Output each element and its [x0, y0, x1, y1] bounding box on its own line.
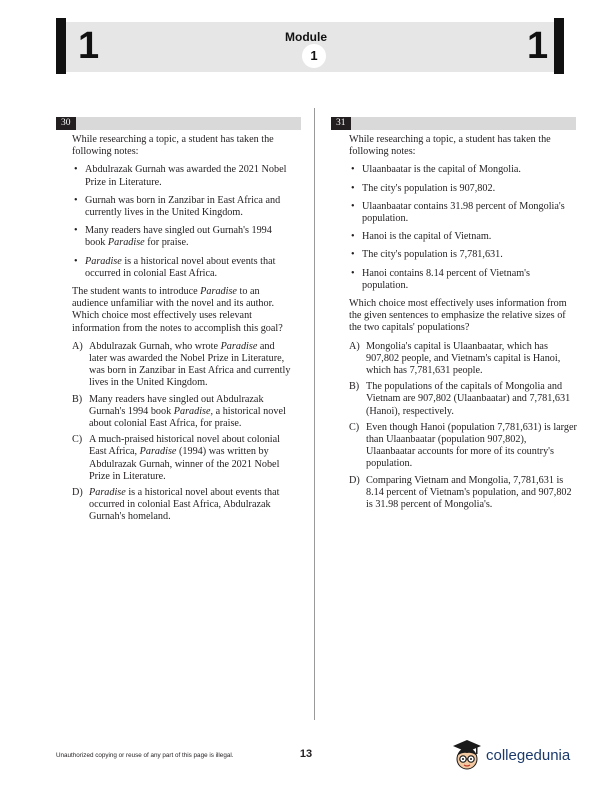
question-30-column — [72, 134, 294, 528]
question-30-prompt: The student wants to introduce Paradise to an audience unfamiliar with the novel and its author. Which choice most effectively uses relevant information from the notes to accomplish this goal? — [72, 286, 283, 334]
note-item: • Gurnah was born in Zanzibar in East Africa and currently lives in the United Kingdom. — [72, 195, 294, 219]
choice-text: Comparing Vietnam and Mongolia, 7,781,631 is 8.14 percent of Vietnam's population, and 907,802 is 31.98 percent of Mongolia's. — [366, 474, 572, 511]
logo-text: collegedunia — [486, 746, 571, 764]
choice-letter: D) — [349, 474, 360, 486]
note-item: • Ulaanbaatar is the capital of Mongolia. — [349, 164, 577, 176]
choice-letter: A) — [349, 340, 360, 352]
module-number-badge: 1 — [302, 44, 326, 68]
header-left-number: 1 — [78, 25, 100, 67]
question-31-number: 31 — [331, 117, 351, 130]
answer-choice-a[interactable] — [72, 341, 294, 390]
question-31-notes — [349, 164, 577, 292]
choice-text: Even though Hanoi (population 7,781,631) is larger than Ulaanbaatar (population 907,802), Ulaanbaatar accounts for more of its country's population. — [366, 421, 577, 470]
choice-text: Mongolia's capital is Ulaanbaatar, which has 907,802 people, and Vietnam's capital is Hanoi, which has 7,781,631 people. — [366, 340, 561, 377]
note-item: • Hanoi contains 8.14 percent of Vietnam's population. — [349, 268, 577, 292]
question-31-prompt: Which choice most effectively uses information from the given sentences to emphasize the relative sizes of the two capitals' populations? — [349, 298, 567, 334]
page-number: 13 — [299, 748, 313, 760]
note-item: • Many readers have singled out Gurnah's 1994 book Paradise for praise. — [72, 225, 294, 249]
choice-letter: C) — [72, 434, 83, 446]
header-right-number: 1 — [527, 25, 549, 67]
module-label: Module — [285, 30, 327, 44]
answer-choice-d[interactable] — [349, 475, 577, 512]
header-right-bar — [554, 18, 564, 74]
answer-choice-a[interactable] — [349, 341, 577, 378]
graduate-mascot-icon — [452, 738, 482, 772]
question-30-intro: While researching a topic, a student has taken the following notes: — [72, 134, 274, 158]
choice-text: Paradise is a historical novel about events that occurred in colonial East Africa, Abdulrazak Gurnah's homeland. — [89, 487, 280, 523]
note-item: • Ulaanbaatar contains 31.98 percent of Mongolia's population. — [349, 201, 577, 225]
note-item: • Hanoi is the capital of Vietnam. — [349, 231, 577, 243]
choice-letter: A) — [72, 340, 83, 352]
note-item: • The city's population is 7,781,631. — [349, 249, 577, 261]
choice-letter: C) — [349, 421, 360, 433]
answer-choice-c[interactable] — [349, 422, 577, 471]
answer-choice-c[interactable] — [72, 434, 294, 483]
question-30-bar — [56, 117, 301, 130]
choice-letter: B) — [72, 393, 83, 405]
answer-choice-d[interactable] — [72, 487, 294, 524]
question-31-bar — [331, 117, 576, 130]
question-31-column — [349, 134, 577, 515]
choice-text: A much-praised historical novel about colonial East Africa, Paradise (1994) was written by Abdulrazak Gurnah, winner of the 2021 Nobel Prize in Literature. — [89, 434, 280, 482]
copyright-notice: Unauthorized copying or reuse of any part of this page is illegal. — [56, 752, 234, 759]
answer-choice-b[interactable] — [349, 381, 577, 418]
choice-letter: B) — [349, 381, 360, 393]
note-item: • Abdulrazak Gurnah was awarded the 2021 Nobel Prize in Literature. — [72, 164, 294, 188]
choice-text: The populations of the capitals of Mongolia and Vietnam are 907,802 (Ulaanbaatar) and 7,781,631 (Hanoi), respectively. — [366, 381, 571, 417]
choice-letter: D) — [72, 487, 83, 499]
question-30-number: 30 — [56, 117, 76, 130]
answer-choice-b[interactable] — [72, 394, 294, 431]
header-left-bar — [56, 18, 66, 74]
note-item: • The city's population is 907,802. — [349, 183, 577, 195]
collegedunia-logo[interactable] — [452, 737, 570, 773]
column-divider — [314, 108, 315, 720]
question-30-notes — [72, 164, 294, 280]
choice-text: Many readers have singled out Abdulrazak Gurnah's 1994 book Paradise, a historical novel about colonial East Africa, for praise. — [89, 393, 286, 430]
choice-text: Abdulrazak Gurnah, who wrote Paradise and later was awarded the Nobel Prize in Literature, was born in Zanzibar in East Africa and currently lives in the United Kingdom. — [89, 340, 291, 389]
question-31-intro: While researching a topic, a student has taken the following notes: — [349, 134, 551, 158]
note-item: • Paradise is a historical novel about events that occurred in colonial East Africa. — [72, 256, 294, 280]
